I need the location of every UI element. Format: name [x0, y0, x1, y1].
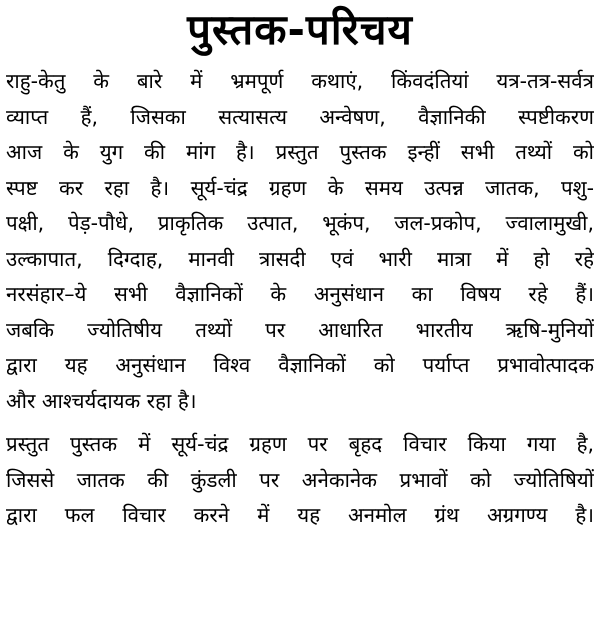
text-line: उल्कापात, दिग्दाह, मानवी त्रासदी एवं भारी मात्रा में हो रहे [6, 246, 594, 271]
text-line: स्पष्ट कर रहा है। सूर्य-चंद्र ग्रहण के समय उत्पन्न जातक, पशु- [6, 175, 594, 200]
text-line: और आश्चर्यदायक रहा है। [6, 388, 197, 413]
text-line: द्वारा फल विचार करने में यह अनमोल ग्रंथ अग्रगण्य है। [6, 503, 594, 527]
text-line: आज के युग की मांग है। प्रस्तुत पुस्तक इन्हीं सभी तथ्यों को [6, 140, 594, 164]
text-line: जबकि ज्योतिषीय तथ्यों पर आधारित भारतीय ऋषि-मुनियों [6, 317, 594, 342]
text-line: पक्षी, पेड़-पौधे, प्राकृतिक उत्पात, भूकंप, जल-प्रकोप, ज्वालामुखी, [6, 211, 594, 235]
text-line: नरसंहार–ये सभी वैज्ञानिकों के अनुसंधान का विषय रहे हैं। [6, 282, 594, 306]
text-line: प्रस्तुत पुस्तक में सूर्य-चंद्र ग्रहण पर बृहद विचार किया गया है, [6, 432, 594, 456]
paragraph-1 [6, 64, 594, 419]
page-title: पुस्तक-परिचय [187, 5, 413, 54]
paragraph-2 [6, 427, 594, 534]
text-line: जिससे जातक की कुंडली पर अनेकानेक प्रभावों को ज्योतिषियों [6, 467, 594, 492]
text-line: व्याप्त हैं, जिसका सत्यासत्य अन्वेषण, वैज्ञानिकी स्पष्टीकरण [6, 104, 594, 129]
text-line: राहु-केतु के बारे में भ्रमपूर्ण कथाएं, किंवदंतियां यत्र-तत्र-सर्वत्र [6, 69, 594, 93]
book-introduction-page [0, 2, 600, 644]
text-line: द्वारा यह अनुसंधान विश्व वैज्ञानिकों को पर्याप्त प्रभावोत्पादक [6, 353, 594, 377]
